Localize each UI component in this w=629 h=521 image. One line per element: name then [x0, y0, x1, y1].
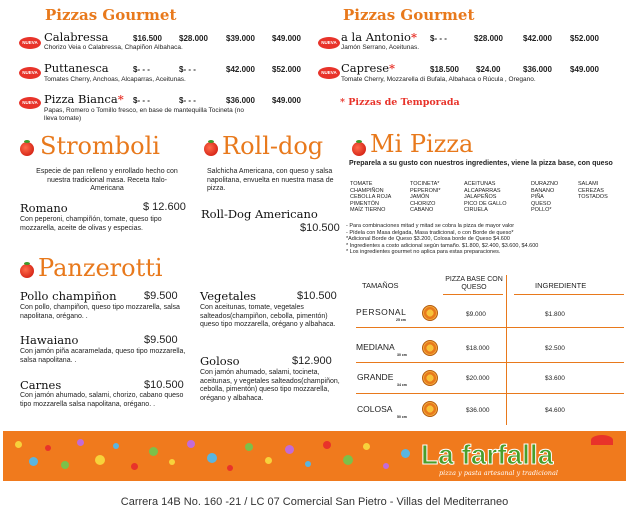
- size-personal: PERSONAL: [356, 307, 407, 317]
- brand-banner: [3, 431, 626, 481]
- price: $10.500: [144, 379, 184, 391]
- price: $ 12.600: [143, 201, 186, 213]
- mipizza-intro: Preparela a su gusto con nuestros ingredientes, viene la pizza base, con queso: [349, 160, 613, 167]
- price: $- - -: [179, 65, 196, 74]
- base-price: $9.000: [466, 311, 486, 318]
- brand-logo: La farfalla: [421, 439, 554, 470]
- divider: [356, 362, 624, 363]
- ingredient-price: $3.600: [545, 375, 565, 382]
- address-line: Carrera 14B No. 160 -21 / LC 07 Comercial San Pietro - Villas del Mediterraneo: [120, 496, 509, 508]
- size-cm: 34 cm: [397, 383, 407, 387]
- ingredient-col: ACEITUNAS ALCAPARRAS JALAPEÑOS PICO DE GALLO CIRUELA: [464, 181, 507, 214]
- item-roll-dog-americano: Roll-Dog Americano: [201, 207, 318, 221]
- base-price: $20.000: [466, 375, 490, 382]
- gourmet-right-title: Pizzas Gourmet: [343, 6, 475, 24]
- tomato-icon: [352, 142, 366, 156]
- price: $- - -: [133, 96, 150, 105]
- divider: [514, 294, 624, 295]
- price: $10.500: [297, 290, 337, 302]
- price: $49.000: [272, 96, 301, 105]
- ingredient-col: TOCINETA* PEPERONI* JAMÓN CHORIZO CABANO: [410, 181, 441, 214]
- price: $36.000: [226, 96, 255, 105]
- rolldog-intro: Salchicha Americana, con queso y salsa napolitana, envuelta en nuestra masa de pizza.: [207, 168, 334, 192]
- price: $16.500: [133, 34, 162, 43]
- rolldog-title: Roll-dog: [222, 132, 324, 160]
- stromboli-title: Stromboli: [40, 132, 160, 160]
- panzerotti-title: Panzerotti: [38, 254, 163, 282]
- item-calabressa: Calabressa: [44, 30, 109, 44]
- item-desc: Tomates Cherry, Anchoas, Alcaparras, Aceitunas.: [44, 76, 186, 83]
- table-header-sizes: TAMAÑOS: [362, 281, 399, 290]
- ingredient-col: SALAMI CEREZAS TOSTADOS: [578, 181, 608, 201]
- tomato-icon: [20, 264, 34, 278]
- item-pizza-bianca: Pizza Bianca*: [44, 92, 124, 106]
- mipizza-title: Mi Pizza: [370, 130, 474, 158]
- size-cm: 30 cm: [397, 353, 407, 357]
- item-hawaiano: Hawaiano: [20, 333, 79, 347]
- size-cm: 50 cm: [397, 415, 407, 419]
- new-badge: NUEVA: [318, 37, 340, 49]
- brand-tagline: pizza y pasta artesanal y tradicional: [439, 469, 558, 477]
- item-puttanesca: Puttanesca: [44, 61, 109, 75]
- price: $49.000: [570, 65, 599, 74]
- item-goloso: Goloso: [200, 354, 240, 368]
- item-desc: Con jamón piña acaramelada, queso tipo mozzarella, salsa napolitana. .: [20, 348, 186, 364]
- price: $28.000: [474, 34, 503, 43]
- new-badge: NUEVA: [19, 97, 41, 109]
- item-desc: Con peperoni, champiñón, tomate, queso tipo mozzarella, aceite de olivas y especias.: [20, 216, 162, 232]
- divider: [443, 294, 503, 295]
- size-grande: GRANDE: [357, 372, 394, 382]
- table-header-ingredient: INGREDIENTE: [535, 281, 587, 290]
- price: $9.500: [144, 290, 178, 302]
- price: $12.900: [292, 355, 332, 367]
- item-desc: Tomate Cherry, Mozzarella di Bufala, Albahaca o Rúcula , Oregano.: [341, 76, 536, 83]
- divider: [356, 393, 624, 394]
- pizza-icon: [422, 340, 438, 356]
- size-colosa: COLOSA: [357, 404, 393, 414]
- pizza-icon: [422, 401, 438, 417]
- temporada-label: * Pizzas de Temporada: [340, 97, 460, 108]
- item-desc: Papas, Romero o Tomillo fresco, en base de mantequilla Tocineta (no lleva tomate): [44, 107, 244, 122]
- price: $18.500: [430, 65, 459, 74]
- tomato-icon: [20, 142, 34, 156]
- item-caprese: Caprese*: [341, 61, 396, 75]
- ingredient-price: $2.500: [545, 345, 565, 352]
- butterfly-icon: [591, 435, 613, 445]
- price: $10.500: [300, 222, 340, 234]
- item-a-la-antonio: a la Antonio*: [341, 30, 417, 44]
- size-cm: 25 cm: [396, 318, 406, 322]
- item-pollo-champinon: Pollo champiñon: [20, 289, 117, 303]
- item-desc: Con jamón ahumado, salami, chorizo, cabano queso tipo mozzarella salsa napolitana, orégano. .: [20, 392, 184, 408]
- ingredient-price: $1.800: [545, 311, 565, 318]
- price: $42.000: [226, 65, 255, 74]
- mipizza-notes: - Para combinaciones mitad y mitad se cobra la pizza de mayor valor - Pídela con Masa delgada, Masa tradicional, o con Borde de queso* *Adicional Borde de Queso $3.200, Colosa borde de Queso $4.600 * Ingredientes a costo adicional según tamaño. $1.800, $2.400, $3.600, $4.600 * Los ingredientes gourmet no aplica para estas preparaciones.: [346, 223, 539, 256]
- item-desc: Jamón Serrano, Aceitunas.: [341, 44, 420, 51]
- item-desc: Con jamón ahumado, salami, tocineta, aceitunas, y vegetales salteados(champiñon, cebolla, pimentón) queso tipo mozzarella, orégano y albahaca.: [200, 369, 340, 402]
- price: $52.000: [570, 34, 599, 43]
- base-price: $18.000: [466, 345, 490, 352]
- item-carnes: Carnes: [20, 378, 62, 392]
- item-desc: Con pollo, champiñon, queso tipo mozzarella, salsa napolitana, orégano. .: [20, 304, 180, 320]
- price: $- - -: [133, 65, 150, 74]
- gourmet-left-title: Pizzas Gourmet: [45, 6, 177, 24]
- new-badge: NUEVA: [19, 67, 41, 79]
- price: $9.500: [144, 334, 178, 346]
- base-price: $36.000: [466, 407, 490, 414]
- price: $36.000: [523, 65, 552, 74]
- tomato-icon: [204, 142, 218, 156]
- price: $39.000: [226, 34, 255, 43]
- item-vegetales: Vegetales: [200, 289, 257, 303]
- price: $42.000: [523, 34, 552, 43]
- ingredient-col: TOMATE CHAMPIÑON CEBOLLA ROJA PIMENTÓN MAÍZ TIERNO: [350, 181, 392, 214]
- new-badge: NUEVA: [318, 67, 340, 79]
- size-mediana: MEDIANA: [356, 342, 395, 352]
- price: $- - -: [179, 96, 196, 105]
- stromboli-intro: Especie de pan relleno y enrollado hecho con nuestra tradicional masa. Receta Italo-Americana: [36, 168, 178, 192]
- item-desc: Chorizo Veia o Calabressa, Chapiñon Albahaca.: [44, 44, 183, 51]
- price: $24.00: [476, 65, 501, 74]
- item-desc: Con aceitunas, tomate, vegetales salteados(champiñon, cebolla, pimentón) queso tipo mozzarella, orégano y albahaca.: [200, 304, 336, 328]
- price: $28.000: [179, 34, 208, 43]
- new-badge: NUEVA: [19, 37, 41, 49]
- price: $49.000: [272, 34, 301, 43]
- column-divider: [506, 275, 507, 425]
- table-header-base: PIZZA BASE CON QUESO: [445, 276, 503, 291]
- pizza-icon: [422, 305, 438, 321]
- pizza-icon: [422, 370, 438, 386]
- price: $- - -: [430, 34, 447, 43]
- ingredient-price: $4.600: [545, 407, 565, 414]
- price: $52.000: [272, 65, 301, 74]
- ingredient-col: DURAZNO BANANO PIÑA QUESO POLLO*: [531, 181, 559, 214]
- item-romano: Romano: [20, 201, 68, 215]
- divider: [356, 327, 624, 328]
